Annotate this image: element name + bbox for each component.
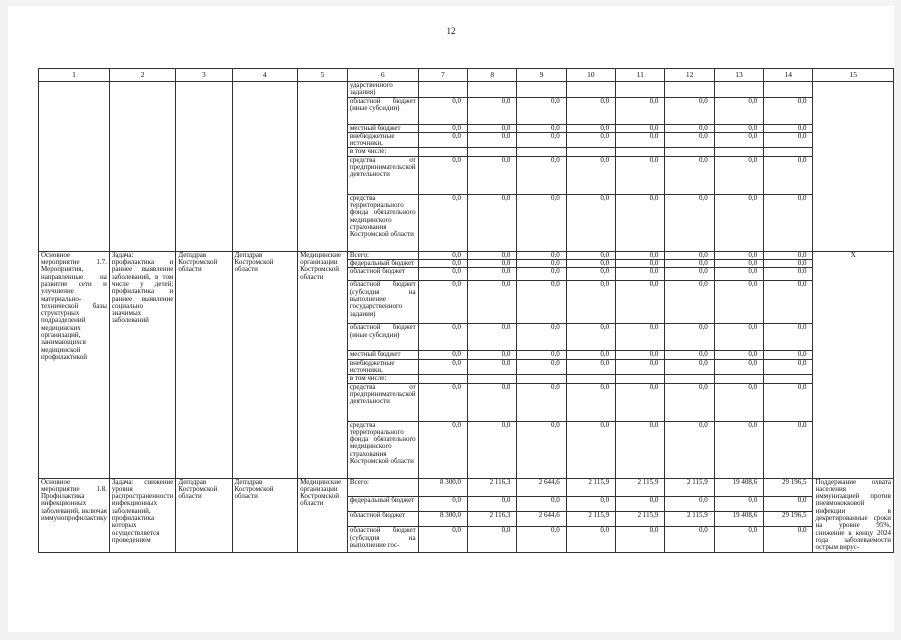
value-cell: 0,0 bbox=[418, 527, 467, 552]
value-cell: 8 300,0 bbox=[418, 478, 467, 497]
value-cell: 0,0 bbox=[517, 124, 566, 132]
value-cell: 0,0 bbox=[517, 268, 566, 281]
header-cell: 7 bbox=[418, 69, 467, 82]
cell-c3: Депздрав Костромской области bbox=[176, 478, 232, 552]
value-cell: 0,0 bbox=[616, 268, 665, 281]
budget-table bbox=[38, 68, 894, 553]
value-cell: 0,0 bbox=[714, 497, 763, 511]
source-label: областной бюджет bbox=[347, 268, 418, 281]
cell-c1: Основное мероприятие 1.8. Профилактика инфекционных заболеваний, включая иммунопрофилактику bbox=[39, 478, 110, 552]
source-label: областной бюджет (субсидия на выполнение государственного задания) bbox=[347, 281, 418, 324]
table-row bbox=[39, 82, 894, 98]
value-cell: 0,0 bbox=[566, 497, 615, 511]
value-cell bbox=[566, 148, 615, 156]
value-cell: 0,0 bbox=[468, 156, 517, 194]
source-label: местный бюджет bbox=[347, 124, 418, 132]
value-cell: 0,0 bbox=[566, 251, 615, 259]
value-cell: 0,0 bbox=[418, 124, 467, 132]
value-cell bbox=[418, 375, 467, 383]
source-label: областной бюджет (иные субсидии) bbox=[347, 324, 418, 351]
value-cell: 0,0 bbox=[566, 124, 615, 132]
header-cell: 6 bbox=[347, 69, 418, 82]
header-cell: 11 bbox=[616, 69, 665, 82]
value-cell: 0,0 bbox=[616, 281, 665, 324]
value-cell: 0,0 bbox=[665, 351, 714, 359]
value-cell: 0,0 bbox=[764, 268, 813, 281]
value-cell: 0,0 bbox=[616, 351, 665, 359]
empty-cell bbox=[39, 82, 110, 252]
page-number: 12 bbox=[446, 26, 456, 36]
value-cell: 2 115,9 bbox=[616, 478, 665, 497]
cell-c4: Депздрав Костромской области bbox=[232, 251, 298, 478]
header-cell: 13 bbox=[714, 69, 763, 82]
empty-cell bbox=[109, 82, 175, 252]
value-cell bbox=[616, 375, 665, 383]
value-cell: 0,0 bbox=[665, 281, 714, 324]
value-cell: 0,0 bbox=[418, 260, 467, 268]
value-cell: 0,0 bbox=[616, 251, 665, 259]
value-cell: 0,0 bbox=[714, 421, 763, 478]
value-cell bbox=[468, 375, 517, 383]
value-cell: 0,0 bbox=[468, 527, 517, 552]
value-cell: 0,0 bbox=[764, 359, 813, 375]
value-cell: 0,0 bbox=[616, 124, 665, 132]
value-cell: 0,0 bbox=[468, 497, 517, 511]
value-cell: 0,0 bbox=[764, 281, 813, 324]
value-cell bbox=[566, 82, 615, 98]
value-cell bbox=[418, 148, 467, 156]
value-cell: 0,0 bbox=[665, 124, 714, 132]
value-cell: 0,0 bbox=[566, 383, 615, 421]
source-label: в том числе: bbox=[347, 148, 418, 156]
value-cell: 0,0 bbox=[714, 351, 763, 359]
value-cell: 0,0 bbox=[566, 421, 615, 478]
value-cell: 0,0 bbox=[764, 383, 813, 421]
value-cell: 0,0 bbox=[566, 527, 615, 552]
value-cell: 0,0 bbox=[517, 97, 566, 124]
value-cell: 0,0 bbox=[764, 260, 813, 268]
value-cell: 0,0 bbox=[468, 124, 517, 132]
value-cell: 0,0 bbox=[517, 324, 566, 351]
value-cell bbox=[418, 82, 467, 98]
value-cell: 2 115,9 bbox=[665, 478, 714, 497]
cell-c5: Медицинские организации Костромской области bbox=[298, 251, 348, 478]
value-cell: 0,0 bbox=[616, 132, 665, 148]
value-cell: 0,0 bbox=[566, 156, 615, 194]
value-cell: 0,0 bbox=[468, 359, 517, 375]
value-cell bbox=[616, 82, 665, 98]
value-cell: 0,0 bbox=[764, 124, 813, 132]
value-cell: 2 116,3 bbox=[468, 511, 517, 526]
value-cell: 0,0 bbox=[714, 194, 763, 251]
header-cell: 8 bbox=[468, 69, 517, 82]
value-cell bbox=[714, 82, 763, 98]
value-cell: 0,0 bbox=[566, 97, 615, 124]
value-cell: 0,0 bbox=[517, 351, 566, 359]
value-cell: 0,0 bbox=[517, 281, 566, 324]
empty-cell bbox=[232, 82, 298, 252]
header-cell: 4 bbox=[232, 69, 298, 82]
value-cell: 19 408,6 bbox=[714, 478, 763, 497]
source-label: средства от предпринимательской деятельности bbox=[347, 383, 418, 421]
value-cell: 0,0 bbox=[517, 359, 566, 375]
value-cell: 2 116,3 bbox=[468, 478, 517, 497]
value-cell: 0,0 bbox=[616, 97, 665, 124]
value-cell: 0,0 bbox=[566, 260, 615, 268]
cell-c3: Депздрав Костромской области bbox=[176, 251, 232, 478]
value-cell: 0,0 bbox=[566, 359, 615, 375]
value-cell: 0,0 bbox=[714, 324, 763, 351]
value-cell: 0,0 bbox=[418, 132, 467, 148]
value-cell: 0,0 bbox=[665, 97, 714, 124]
value-cell: 0,0 bbox=[616, 421, 665, 478]
value-cell: 0,0 bbox=[665, 497, 714, 511]
value-cell bbox=[764, 375, 813, 383]
value-cell: 0,0 bbox=[714, 156, 763, 194]
value-cell: 0,0 bbox=[764, 251, 813, 259]
value-cell: 0,0 bbox=[616, 383, 665, 421]
source-label: областной бюджет (субсидия на выполнение гос- bbox=[347, 527, 418, 552]
document-page bbox=[8, 6, 894, 632]
value-cell: 0,0 bbox=[517, 132, 566, 148]
value-cell: 0,0 bbox=[616, 156, 665, 194]
value-cell: 0,0 bbox=[764, 97, 813, 124]
value-cell: 0,0 bbox=[418, 251, 467, 259]
value-cell: 0,0 bbox=[418, 97, 467, 124]
value-cell: 0,0 bbox=[418, 281, 467, 324]
value-cell: 0,0 bbox=[566, 351, 615, 359]
value-cell: 2 115,9 bbox=[566, 511, 615, 526]
header-cell: 2 bbox=[109, 69, 175, 82]
value-cell: 2 115,9 bbox=[566, 478, 615, 497]
empty-cell bbox=[176, 82, 232, 252]
value-cell: 2 115,9 bbox=[665, 511, 714, 526]
value-cell bbox=[468, 82, 517, 98]
source-label: в том числе: bbox=[347, 375, 418, 383]
value-cell: 0,0 bbox=[665, 251, 714, 259]
value-cell bbox=[764, 82, 813, 98]
value-cell: 0,0 bbox=[566, 324, 615, 351]
value-cell: 0,0 bbox=[418, 194, 467, 251]
value-cell: 0,0 bbox=[665, 156, 714, 194]
value-cell: 0,0 bbox=[665, 260, 714, 268]
value-cell: 0,0 bbox=[764, 324, 813, 351]
value-cell bbox=[764, 148, 813, 156]
source-label: Всего: bbox=[347, 478, 418, 497]
value-cell bbox=[566, 375, 615, 383]
table-row bbox=[39, 251, 894, 259]
value-cell: 0,0 bbox=[714, 359, 763, 375]
source-label: внебюджетные источники, bbox=[347, 359, 418, 375]
value-cell: 0,0 bbox=[616, 194, 665, 251]
value-cell: 0,0 bbox=[714, 281, 763, 324]
value-cell: 0,0 bbox=[468, 194, 517, 251]
source-label: ударственного задания) bbox=[347, 82, 418, 98]
header-cell: 1 bbox=[39, 69, 110, 82]
value-cell: 0,0 bbox=[616, 497, 665, 511]
value-cell: 2 115,9 bbox=[616, 511, 665, 526]
header-cell: 15 bbox=[813, 69, 894, 82]
value-cell: 0,0 bbox=[566, 268, 615, 281]
value-cell: 0,0 bbox=[468, 383, 517, 421]
header-cell: 12 bbox=[665, 69, 714, 82]
value-cell: 0,0 bbox=[517, 251, 566, 259]
value-cell bbox=[665, 375, 714, 383]
value-cell: 0,0 bbox=[616, 260, 665, 268]
source-label: местный бюджет bbox=[347, 351, 418, 359]
source-label: внебюджетные источники, bbox=[347, 132, 418, 148]
value-cell: 0,0 bbox=[714, 124, 763, 132]
header-cell: 9 bbox=[517, 69, 566, 82]
value-cell: 0,0 bbox=[714, 251, 763, 259]
source-label: областной бюджет (иные субсидии) bbox=[347, 97, 418, 124]
value-cell: 0,0 bbox=[616, 527, 665, 552]
value-cell: 0,0 bbox=[665, 268, 714, 281]
value-cell: 0,0 bbox=[665, 194, 714, 251]
source-label: федеральный бюджет bbox=[347, 260, 418, 268]
value-cell: 0,0 bbox=[665, 421, 714, 478]
value-cell bbox=[665, 148, 714, 156]
value-cell: 0,0 bbox=[714, 260, 763, 268]
value-cell bbox=[665, 82, 714, 98]
value-cell: 0,0 bbox=[665, 359, 714, 375]
value-cell: 0,0 bbox=[764, 421, 813, 478]
value-cell: 0,0 bbox=[517, 260, 566, 268]
value-cell: 0,0 bbox=[418, 421, 467, 478]
table-row bbox=[39, 478, 894, 497]
value-cell: 0,0 bbox=[566, 132, 615, 148]
value-cell: 0,0 bbox=[517, 156, 566, 194]
source-label: средства территориального фонда обязательного медицинского страхования Костромской области bbox=[347, 194, 418, 251]
value-cell: 29 196,5 bbox=[764, 478, 813, 497]
value-cell: 0,0 bbox=[418, 359, 467, 375]
value-cell: 0,0 bbox=[468, 351, 517, 359]
value-cell: 0,0 bbox=[764, 194, 813, 251]
value-cell: 0,0 bbox=[764, 497, 813, 511]
value-cell: 0,0 bbox=[714, 132, 763, 148]
value-cell: 0,0 bbox=[468, 260, 517, 268]
empty-cell bbox=[298, 82, 348, 252]
value-cell: 0,0 bbox=[665, 324, 714, 351]
value-cell: 0,0 bbox=[517, 383, 566, 421]
value-cell: 0,0 bbox=[468, 281, 517, 324]
value-cell: 0,0 bbox=[714, 383, 763, 421]
source-label: областной бюджет bbox=[347, 511, 418, 526]
value-cell: 0,0 bbox=[566, 194, 615, 251]
cell-c2: Задача: профилактика и раннее выявление заболеваний, в том числе у детей; профилактика и раннее выявление социально значимых заболеваний bbox=[109, 251, 175, 478]
cell-c1: Основное мероприятие 1.7. Мероприятия, направленные на развитие сети и улучшение материально-технической базы структурных подразделений медицинских организаций, занимающихся медицинской профилактикой bbox=[39, 251, 110, 478]
value-cell: 0,0 bbox=[517, 421, 566, 478]
header-cell: 3 bbox=[176, 69, 232, 82]
cell-c4: Депздрав Костромской области bbox=[232, 478, 298, 552]
value-cell: 0,0 bbox=[764, 351, 813, 359]
source-label: средства от предпринимательской деятельности bbox=[347, 156, 418, 194]
value-cell: 0,0 bbox=[468, 132, 517, 148]
value-cell: 0,0 bbox=[517, 527, 566, 552]
value-cell: 19 408,6 bbox=[714, 511, 763, 526]
value-cell: 0,0 bbox=[714, 97, 763, 124]
cell-c15: Поддержание охвата населения иммунизацией против пневмококковой инфекции в декретированные сроки на уровне 95%, снижение к концу 2024 года заболеваемости острым вирус- bbox=[813, 478, 894, 552]
cell-c2: Задача: снижение уровня распространенности инфекционных заболеваний, профилактика которых осуществляется проведением bbox=[109, 478, 175, 552]
value-cell bbox=[517, 82, 566, 98]
value-cell bbox=[714, 375, 763, 383]
value-cell: 0,0 bbox=[468, 251, 517, 259]
value-cell: 0,0 bbox=[468, 421, 517, 478]
value-cell: 0,0 bbox=[517, 497, 566, 511]
value-cell: 0,0 bbox=[714, 527, 763, 552]
value-cell bbox=[468, 148, 517, 156]
cell-c5: Медицинские организации Костромской области bbox=[298, 478, 348, 552]
value-cell: 2 644,6 bbox=[517, 478, 566, 497]
header-row bbox=[39, 69, 894, 82]
value-cell: 0,0 bbox=[714, 268, 763, 281]
source-label: федеральный бюджет bbox=[347, 497, 418, 511]
source-label: Всего: bbox=[347, 251, 418, 259]
value-cell: 0,0 bbox=[764, 132, 813, 148]
value-cell: 0,0 bbox=[418, 324, 467, 351]
value-cell: 0,0 bbox=[665, 132, 714, 148]
value-cell: 0,0 bbox=[468, 97, 517, 124]
header-cell: 5 bbox=[298, 69, 348, 82]
header-cell: 10 bbox=[566, 69, 615, 82]
cell-c15: Х bbox=[813, 251, 894, 478]
value-cell: 0,0 bbox=[616, 324, 665, 351]
value-cell: 29 196,5 bbox=[764, 511, 813, 526]
value-cell: 0,0 bbox=[468, 324, 517, 351]
value-cell bbox=[517, 375, 566, 383]
value-cell: 0,0 bbox=[566, 281, 615, 324]
value-cell: 0,0 bbox=[616, 359, 665, 375]
value-cell: 0,0 bbox=[665, 527, 714, 552]
value-cell: 2 644,6 bbox=[517, 511, 566, 526]
value-cell: 0,0 bbox=[468, 268, 517, 281]
value-cell: 0,0 bbox=[418, 497, 467, 511]
value-cell: 0,0 bbox=[418, 351, 467, 359]
value-cell: 0,0 bbox=[418, 383, 467, 421]
value-cell: 0,0 bbox=[764, 156, 813, 194]
source-label: средства территориального фонда обязательного медицинского страхования Костромской области bbox=[347, 421, 418, 478]
value-cell: 0,0 bbox=[517, 194, 566, 251]
value-cell: 0,0 bbox=[418, 268, 467, 281]
empty-cell bbox=[813, 82, 894, 252]
header-cell: 14 bbox=[764, 69, 813, 82]
table-body bbox=[39, 69, 894, 553]
value-cell bbox=[714, 148, 763, 156]
value-cell: 8 300,0 bbox=[418, 511, 467, 526]
value-cell: 0,0 bbox=[418, 156, 467, 194]
value-cell: 0,0 bbox=[764, 527, 813, 552]
value-cell bbox=[616, 148, 665, 156]
value-cell bbox=[517, 148, 566, 156]
value-cell: 0,0 bbox=[665, 383, 714, 421]
